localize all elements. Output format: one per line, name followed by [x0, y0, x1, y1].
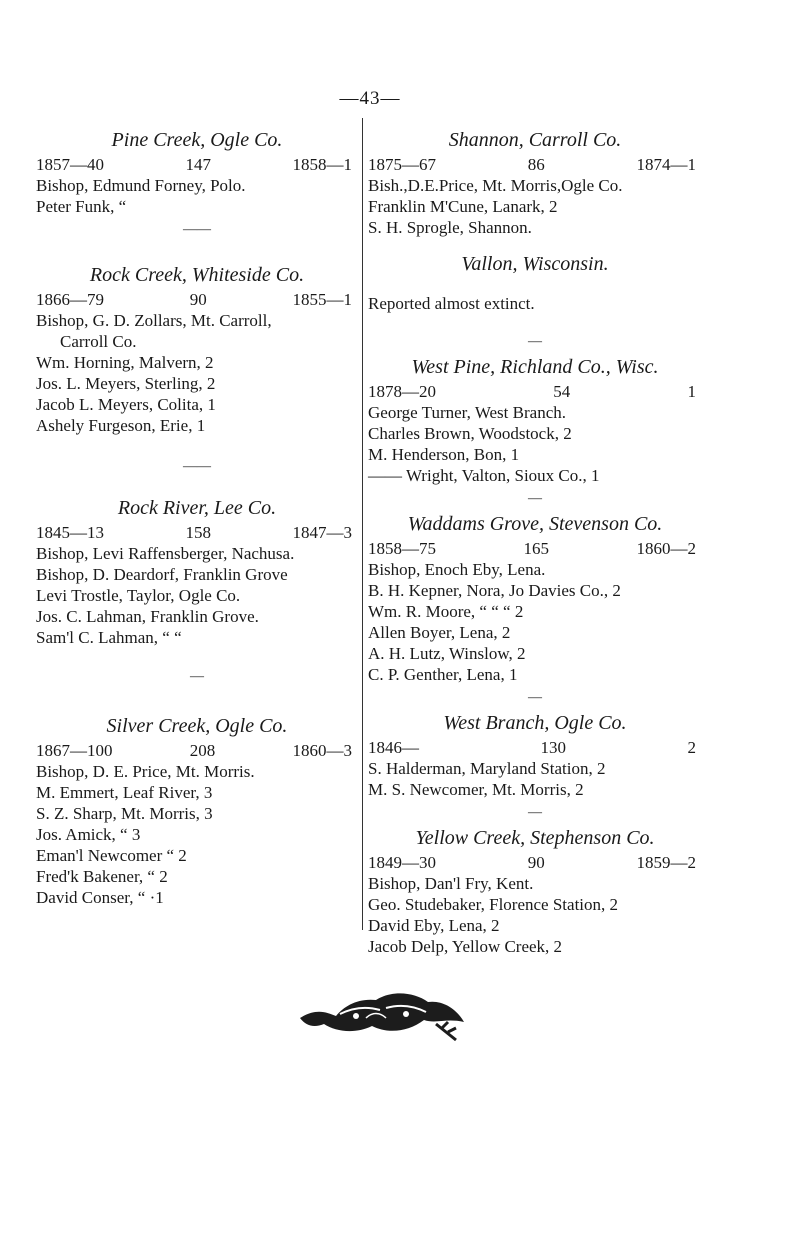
section-heading: Shannon, Carroll Co.: [448, 129, 622, 151]
separator-dash: —: [528, 334, 542, 349]
member-count: 165: [523, 539, 549, 558]
list-item: B. H. Kepner, Nora, Jo Davies Co., 2: [368, 581, 621, 600]
list-item: Bishop, Edmund Forney, Polo.: [36, 176, 246, 195]
list-item: Allen Boyer, Lena, 2: [368, 623, 511, 642]
list-item: Franklin M'Cune, Lanark, 2: [368, 197, 558, 216]
list-item: Jos. Amick, “ 3: [36, 825, 141, 844]
meetinghouse: 1860—3: [292, 741, 352, 760]
member-count: 208: [189, 741, 216, 760]
meetinghouse: 1874—1: [636, 155, 696, 174]
section-note: Reported almost extinct.: [368, 294, 535, 313]
floral-tailpiece-icon: [296, 978, 468, 1042]
section-stats: [368, 538, 702, 559]
meetinghouse: 1859—2: [636, 853, 696, 872]
meetinghouse: 1: [687, 382, 696, 401]
list-item: Eman'l Newcomer “ 2: [36, 846, 187, 865]
congregation-west-pine: [368, 355, 702, 486]
section-heading: Waddams Grove, Stevenson Co.: [407, 513, 663, 535]
list-item: Peter Funk, “: [36, 197, 127, 216]
column-divider: [362, 118, 363, 930]
section-stats: [368, 381, 702, 402]
list-item: Bishop, Enoch Eby, Lena.: [368, 560, 546, 579]
organized-members: 1857—40: [36, 155, 104, 174]
section-heading: West Branch, Ogle Co.: [443, 712, 627, 734]
list-item: David Conser, “ ·1: [36, 888, 164, 907]
section-heading: Yellow Creek, Stephenson Co.: [415, 827, 655, 849]
section-stats: [36, 522, 358, 543]
list-item: S. Halderman, Maryland Station, 2: [368, 759, 606, 778]
meetinghouse: 2: [687, 738, 696, 757]
list-item: M. Emmert, Leaf River, 3: [36, 783, 213, 802]
separator-dash: ——: [183, 459, 211, 474]
separator-dash: ——: [183, 222, 211, 237]
congregation-silver-creek: [36, 714, 358, 908]
separator-dash: —: [528, 690, 542, 705]
list-item: Bishop, G. D. Zollars, Mt. Carroll,: [36, 311, 272, 330]
section-stats: [36, 154, 358, 175]
meetinghouse: 1858—1: [292, 155, 352, 174]
section-heading: Rock Creek, Whiteside Co.: [89, 264, 305, 286]
separator-dash: —: [528, 491, 542, 506]
list-item: Jacob L. Meyers, Colita, 1: [36, 395, 216, 414]
left-column: [36, 128, 358, 908]
organized-members: 1858—75: [368, 539, 436, 558]
list-item: Wm. Horning, Malvern, 2: [36, 353, 214, 372]
organized-members: 1866—79: [36, 290, 104, 309]
meetinghouse: 1847—3: [292, 523, 352, 542]
congregation-yellow-creek: [368, 826, 702, 957]
congregation-waddams-grove: [368, 512, 702, 685]
organized-members: 1878—20: [368, 382, 436, 401]
list-item: George Turner, West Branch.: [368, 403, 566, 422]
list-item: C. P. Genther, Lena, 1: [368, 665, 518, 684]
congregation-pine-creek: [36, 128, 358, 217]
organized-members: 1867—100: [36, 741, 113, 760]
member-count: 147: [185, 155, 211, 174]
congregation-rock-creek: [36, 263, 358, 436]
list-item: Levi Trostle, Taylor, Ogle Co.: [36, 586, 241, 605]
congregation-rock-river: [36, 496, 358, 648]
section-stats: [368, 852, 702, 873]
list-item: Jos. C. Lahman, Franklin Grove.: [36, 607, 259, 626]
separator-dash: —: [190, 669, 204, 684]
member-count: 86: [527, 155, 545, 174]
list-item: Fred'k Bakener, “ 2: [36, 867, 168, 886]
congregation-shannon: [368, 128, 702, 238]
list-item: Jos. L. Meyers, Sterling, 2: [36, 374, 216, 393]
organized-members: 1849—30: [368, 853, 436, 872]
organized-members: 1875—67: [368, 155, 436, 174]
section-heading: Pine Creek, Ogle Co.: [111, 129, 283, 151]
meetinghouse: 1860—2: [636, 539, 696, 558]
list-item: Charles Brown, Woodstock, 2: [368, 424, 572, 443]
list-item: Ashely Furgeson, Erie, 1: [36, 416, 206, 435]
list-item: Sam'l C. Lahman, “ “: [36, 628, 182, 647]
organized-members: 1846—: [368, 738, 419, 757]
list-item: M. S. Newcomer, Mt. Morris, 2: [368, 780, 584, 799]
section-stats: [368, 154, 702, 175]
section-stats: [36, 289, 358, 310]
member-count: 54: [553, 382, 571, 401]
list-item: M. Henderson, Bon, 1: [368, 445, 520, 464]
section-heading: Silver Creek, Ogle Co.: [106, 715, 288, 737]
section-stats: [36, 740, 358, 761]
section-heading: Vallon, Wisconsin.: [461, 253, 609, 275]
list-item: Carroll Co.: [60, 332, 137, 351]
list-item: Bishop, Levi Raffensberger, Nachusa.: [36, 544, 295, 563]
section-stats: [368, 737, 702, 758]
list-item: Bishop, D. Deardorf, Franklin Grove: [36, 565, 288, 584]
list-item: A. H. Lutz, Winslow, 2: [368, 644, 526, 663]
member-count: 130: [540, 738, 566, 757]
organized-members: 1845—13: [36, 523, 104, 542]
list-item: Bishop, Dan'l Fry, Kent.: [368, 874, 534, 893]
list-item: Geo. Studebaker, Florence Station, 2: [368, 895, 619, 914]
congregation-west-branch: [368, 711, 702, 800]
section-heading: Rock River, Lee Co.: [117, 497, 277, 519]
page-number: —43—: [339, 88, 401, 109]
congregation-vallon: [368, 252, 702, 314]
list-item: Wm. R. Moore, “ “ “ 2: [368, 602, 524, 621]
separator-dash: —: [528, 805, 542, 820]
list-item: David Eby, Lena, 2: [368, 916, 500, 935]
list-item: S. Z. Sharp, Mt. Morris, 3: [36, 804, 213, 823]
list-item: S. H. Sprogle, Shannon.: [368, 218, 532, 237]
list-item: Bish.,D.E.Price, Mt. Morris,Ogle Co.: [368, 176, 623, 195]
list-item: Jacob Delp, Yellow Creek, 2: [368, 937, 563, 956]
list-item: Bishop, D. E. Price, Mt. Morris.: [36, 762, 255, 781]
member-count: 90: [527, 853, 545, 872]
meetinghouse: 1855—1: [292, 290, 352, 309]
section-heading: West Pine, Richland Co., Wisc.: [411, 356, 659, 378]
list-item: —— Wright, Valton, Sioux Co., 1: [368, 466, 600, 485]
member-count: 90: [189, 290, 207, 309]
member-count: 158: [185, 523, 211, 542]
right-column: [368, 128, 702, 957]
